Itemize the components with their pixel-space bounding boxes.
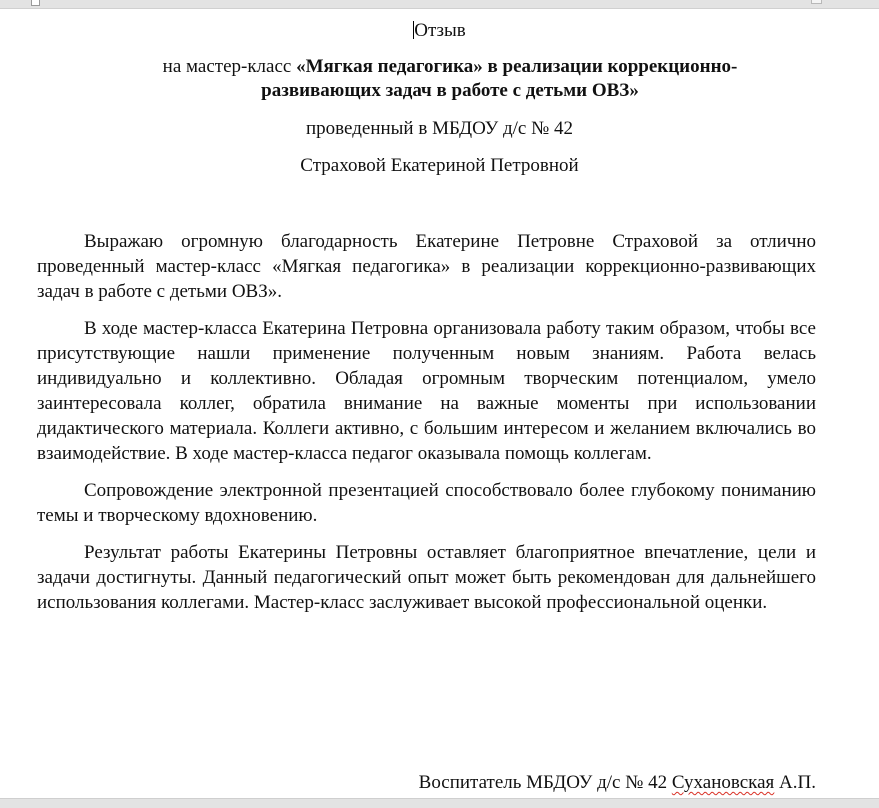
paragraph-2: В ходе мастер-класса Екатерина Петровна организовала работу таким образом, чтобы все присутствующие нашли применение полученным новым знаниям. Работа велась индивидуально и коллективно. Обладая огромным творческим потенциалом, умело заинтересовала коллег, обратила внимание на важные моменты при использовании дидактического материала. Коллеги активно, с большим интересом и желанием включались во взаимодействие. В ходе мастер-класса педагог оказывала помощь коллегам. [37,318,816,464]
review-body [37,229,816,627]
page-corner-mark-icon [31,0,40,6]
paragraph-1: Выражаю огромную благодарность Екатерине Петровне Страховой за отлично проведенный мастер-класс «Мягкая педагогика» в реализации коррекционно-развивающих задач в работе с детьми ОВЗ». [37,231,816,302]
document-title [0,19,879,43]
signature-prefix: Воспитатель МБДОУ д/с № 42 [418,772,672,793]
signature-line [419,771,816,795]
subtitle-prefix: на мастер-класс [162,56,297,77]
top-ruler-strip [0,0,879,9]
signature-initials: А.П. [774,772,816,793]
page-corner-mark-right-icon [811,0,822,4]
document-title-text: Отзыв [414,20,466,41]
paragraph-3: Сопровождение электронной презентацией способствовало более глубокому пониманию темы и творческому вдохновению. [37,480,816,526]
subtitle-bold: «Мягкая педагогика» в реализации коррекционно-развивающих задач в работе с детьми ОВЗ» [261,56,738,101]
document-subtitle [110,55,790,103]
document-page[interactable] [0,9,879,798]
paragraph-4: Результат работы Екатерины Петровны оставляет благоприятное впечатление, цели и задачи достигнуты. Данный педагогический опыт может быть рекомендован для дальнейшего использования коллегами. Мастер-класс заслуживает высокой профессиональной оценки. [37,542,816,613]
held-at-line: проведенный в МБДОУ д/с № 42 [306,118,573,139]
presenter-name: Страховой Екатериной Петровной [300,155,579,176]
signature-name-spellcheck[interactable]: Сухановская [671,772,775,793]
